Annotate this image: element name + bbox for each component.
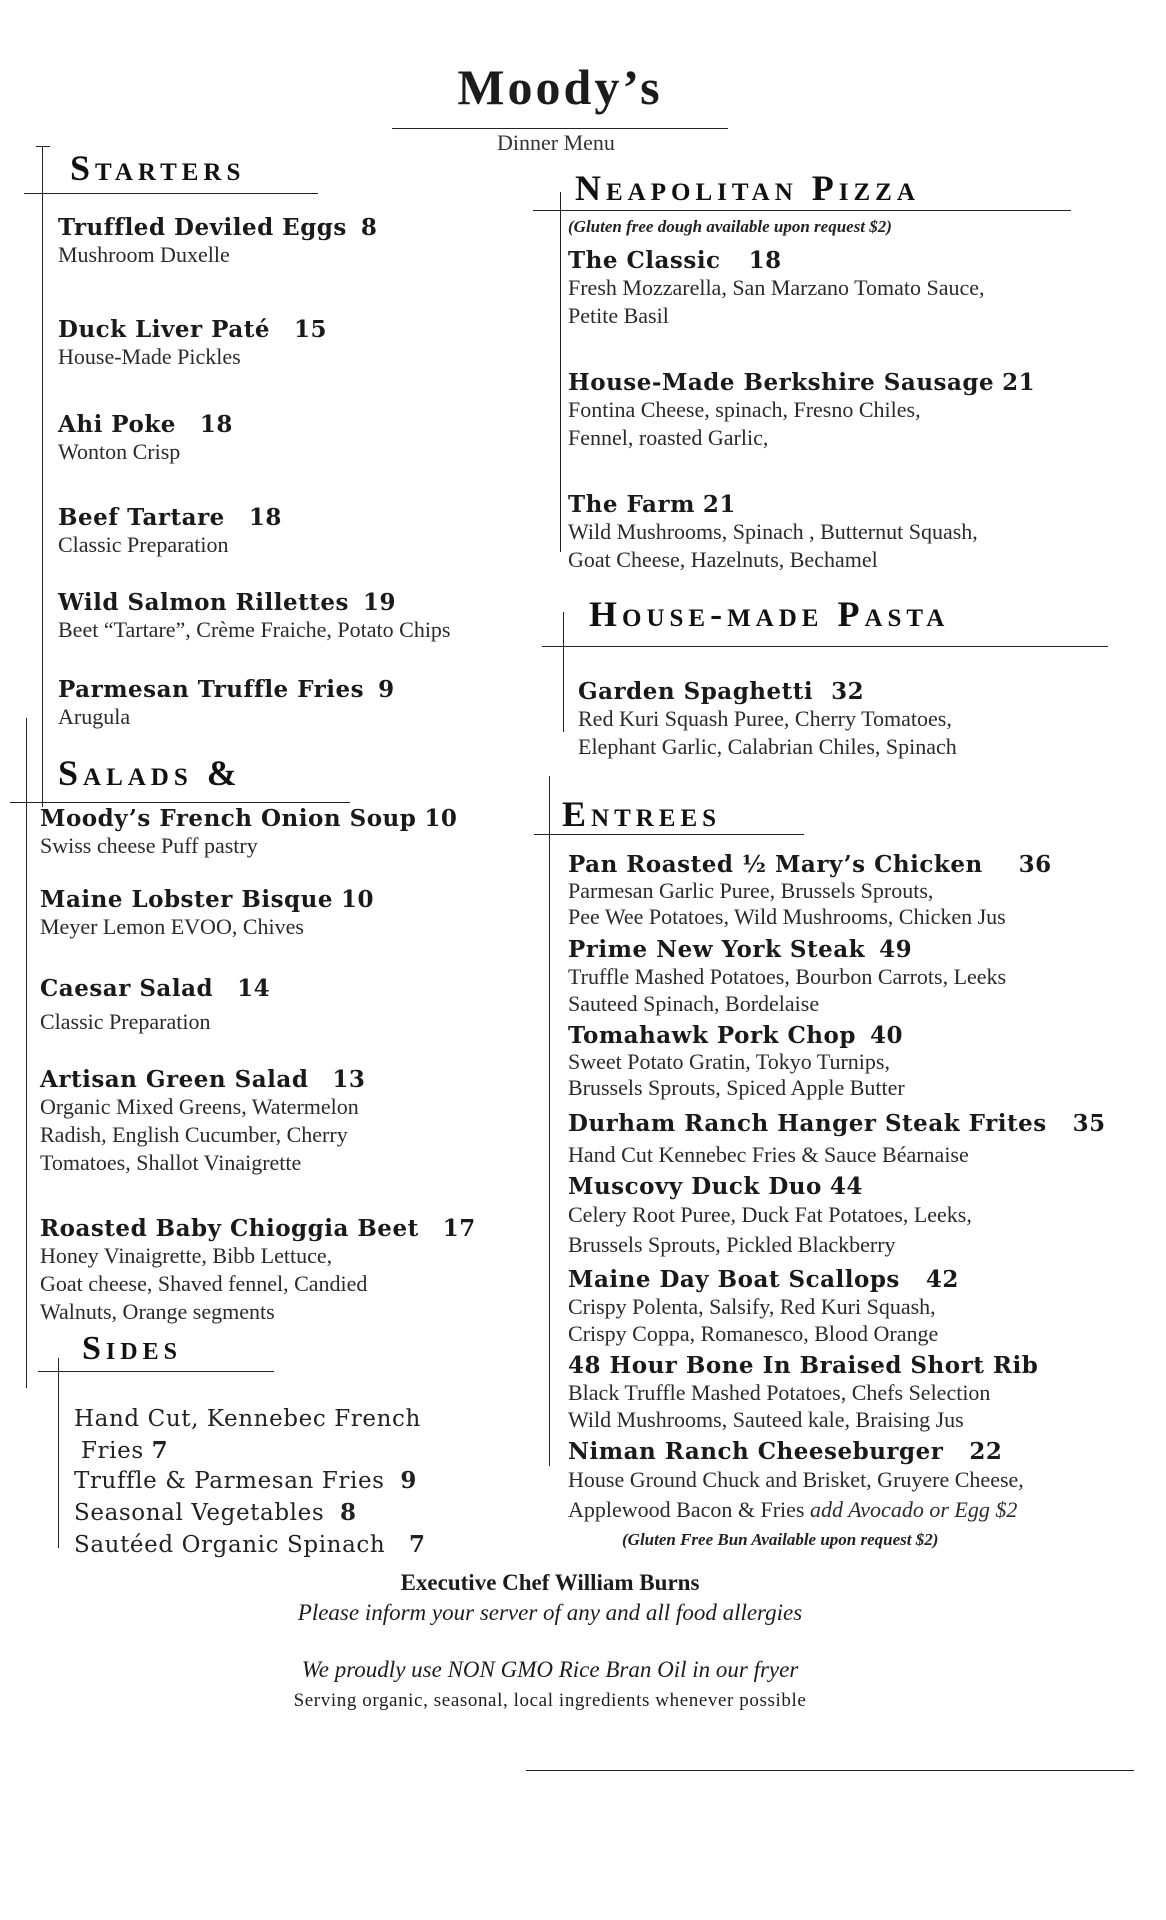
salad-item: Caesar Salad 14 Classic Preparation xyxy=(40,975,271,1034)
salad-item: Maine Lobster Bisque 10 Meyer Lemon EVOO, Chives xyxy=(40,886,374,939)
starters-vertical-rule xyxy=(42,147,43,807)
sides-rule xyxy=(38,1371,274,1372)
side-item: Truffle & Parmesan Fries 9 xyxy=(74,1467,418,1494)
starter-item: Wild Salmon Rillettes 19 Beet “Tartare”, Crème Fraiche, Potato Chips xyxy=(58,589,451,642)
pizza-vertical-rule xyxy=(560,192,561,552)
pizza-note: (Gluten free dough available upon request $2) xyxy=(568,217,892,236)
starters-rule xyxy=(24,193,318,194)
entrees-heading: Entrees xyxy=(562,794,722,834)
pasta-vertical-rule xyxy=(563,612,564,732)
salads-heading: Salads & xyxy=(58,753,242,793)
menu-subtitle: Dinner Menu xyxy=(497,130,615,155)
pizza-item: The Classic 18 Fresh Mozzarella, San Marzano Tomato Sauce, Petite Basil xyxy=(568,247,985,329)
entree-item: Durham Ranch Hanger Steak Frites 35 Hand Cut Kennebec Fries & Sauce Béarnaise xyxy=(568,1110,1106,1167)
sourcing-notice: Serving organic, seasonal, local ingredients whenever possible xyxy=(293,1690,807,1711)
oil-notice: We proudly use NON GMO Rice Bran Oil in our fryer xyxy=(301,1657,799,1682)
sides-vertical-rule xyxy=(58,1358,59,1548)
pasta-heading: House-made Pasta xyxy=(589,594,950,634)
entrees-note: (Gluten Free Bun Available upon request $2) xyxy=(622,1530,939,1549)
side-item: Sautéed Organic Spinach 7 xyxy=(74,1531,426,1558)
executive-chef: Executive Chef William Burns xyxy=(400,1570,700,1595)
starters-heading: Starters xyxy=(70,148,246,188)
entree-item: Maine Day Boat Scallops 42 Crispy Polenta, Salsify, Red Kuri Squash, Crispy Coppa, Romanesco, Blood Orange xyxy=(568,1266,959,1346)
starter-item: Parmesan Truffle Fries 9 Arugula xyxy=(58,676,395,729)
pasta-rule xyxy=(542,646,1108,647)
title-underline xyxy=(392,128,728,129)
entree-item: Tomahawk Pork Chop 40 Sweet Potato Gratin, Tokyo Turnips, Brussels Sprouts, Spiced Apple Butter xyxy=(568,1022,905,1100)
salad-item: Moody’s French Onion Soup 10 Swiss cheese Puff pastry xyxy=(40,805,458,858)
entrees-vertical-rule xyxy=(549,776,550,1466)
starter-item: Ahi Poke 18 Wonton Crisp xyxy=(58,411,233,464)
starter-item: Beef Tartare 18 Classic Preparation xyxy=(58,504,282,557)
starters-tick xyxy=(36,146,50,147)
entree-item: Pan Roasted ½ Mary’s Chicken 36 Parmesan Garlic Puree, Brussels Sprouts, Pee Wee Potatoes, Wild Mushrooms, Chicken Jus xyxy=(568,851,1052,929)
side-item: Hand Cut, Kennebec French Fries 7 xyxy=(74,1406,421,1464)
entree-item: Prime New York Steak 49 Truffle Mashed Potatoes, Bourbon Carrots, Leeks Sauteed Spinach, Bordelaise xyxy=(568,936,1007,1016)
restaurant-title: Moody’s xyxy=(457,59,663,115)
entree-item: Muscovy Duck Duo 44 Celery Root Puree, Duck Fat Potatoes, Leeks, Brussels Sprouts, Pickled Blackberry xyxy=(568,1173,972,1257)
salad-item: Roasted Baby Chioggia Beet 17 Honey Vinaigrette, Bibb Lettuce, Goat cheese, Shaved fennel, Candied Walnuts, Orange segments xyxy=(40,1215,476,1325)
starter-item: Truffled Deviled Eggs 8 Mushroom Duxelle xyxy=(58,214,378,267)
pizza-rule xyxy=(533,210,1071,211)
sides-heading: Sides xyxy=(82,1330,182,1367)
starter-item: Duck Liver Paté 15 House-Made Pickles xyxy=(58,316,327,369)
pizza-item: The Farm 21 Wild Mushrooms, Spinach , Butternut Squash, Goat Cheese, Hazelnuts, Bechamel xyxy=(568,491,978,573)
pizza-heading: Neapolitan Pizza xyxy=(575,168,920,208)
entree-item: 48 Hour Bone In Braised Short Rib Black Truffle Mashed Potatoes, Chefs Selection Wild Mushrooms, Sauteed kale, Braising Jus xyxy=(568,1352,1039,1432)
entree-item: Niman Ranch Cheeseburger 22 House Ground Chuck and Brisket, Gruyere Cheese, Applewood Bacon & Fries add Avocado or Egg $2 xyxy=(568,1438,1024,1522)
salads-rule xyxy=(10,802,350,803)
bottom-rule xyxy=(526,1770,1134,1771)
allergy-notice: Please inform your server of any and all food allergies xyxy=(297,1600,803,1625)
pasta-item: Garden Spaghetti 32 Red Kuri Squash Puree, Cherry Tomatoes, Elephant Garlic, Calabrian Chiles, Spinach xyxy=(578,678,957,760)
salad-item: Artisan Green Salad 13 Organic Mixed Greens, Watermelon Radish, English Cucumber, Cherry Tomatoes, Shallot Vinaigrette xyxy=(40,1066,366,1176)
pizza-item: House-Made Berkshire Sausage 21 Fontina Cheese, spinach, Fresno Chiles, Fennel, roasted Garlic, xyxy=(568,369,1036,451)
salads-vertical-rule xyxy=(26,718,27,1388)
side-item: Seasonal Vegetables 8 xyxy=(74,1499,357,1526)
